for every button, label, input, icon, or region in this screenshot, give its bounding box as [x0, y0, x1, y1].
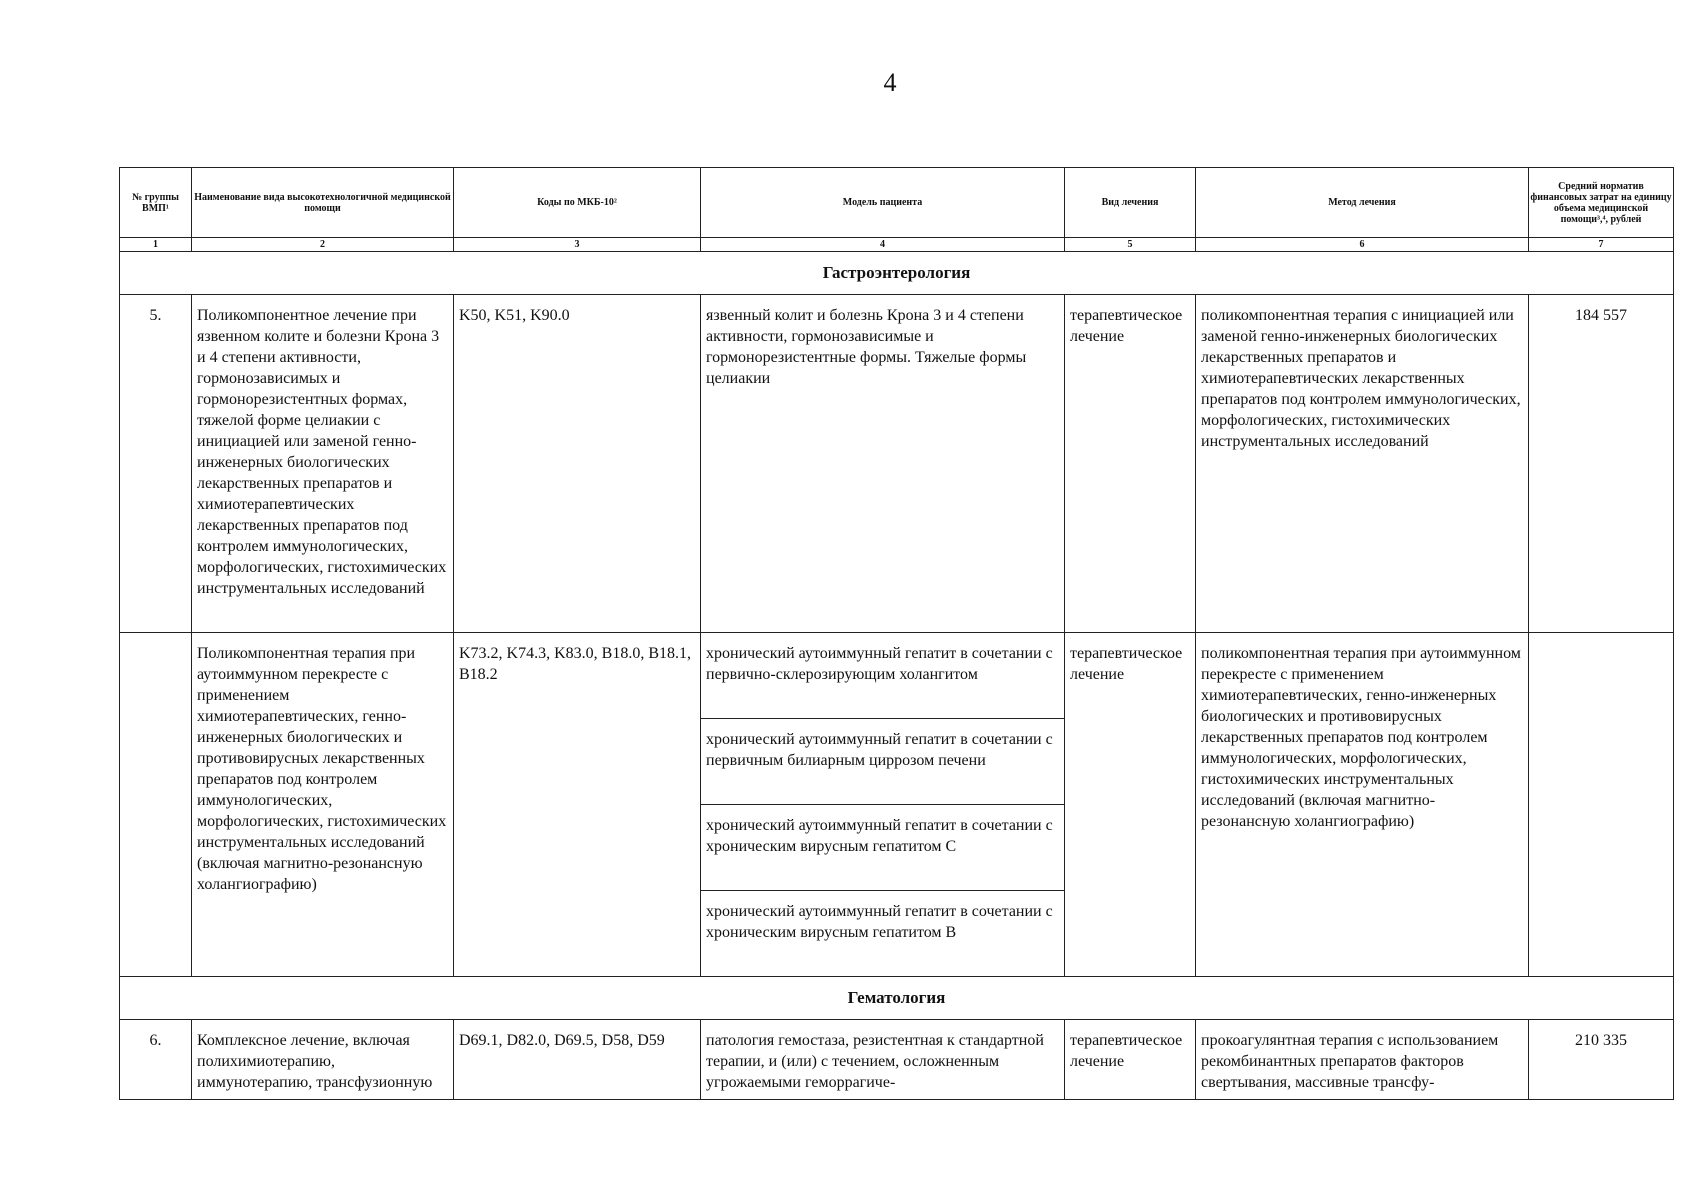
icd-codes: K50, K51, K90.0: [454, 295, 701, 633]
group-number: [120, 633, 192, 977]
patient-model: хронический аутоиммунный гепатит в сочетании с первично-склерозирующим холангитом: [706, 645, 1053, 683]
section-row: [120, 977, 1674, 1020]
patient-model: хронический аутоиммунный гепатит в сочетании с хроническим вирусным гепатитом B: [701, 890, 1064, 976]
column-number: 3: [454, 238, 701, 252]
header-method: Метод лечения: [1196, 168, 1529, 238]
header-row: [120, 168, 1674, 238]
patient-model: язвенный колит и болезнь Крона 3 и 4 степени активности, гормонозависимые и гормонорезистентные формы. Тяжелые формы целиакии: [701, 295, 1065, 633]
column-number: 6: [1196, 238, 1529, 252]
section-title: Гастроэнтерология: [120, 252, 1674, 295]
group-number: 5.: [120, 295, 192, 633]
table-row: [120, 633, 1674, 977]
icd-codes: D69.1, D82.0, D69.5, D58, D59: [454, 1020, 701, 1100]
table-row: [120, 1020, 1674, 1100]
care-type-name: Комплексное лечение, включая полихимиотерапию, иммунотерапию, трансфузионную: [192, 1020, 454, 1100]
icd-codes: K73.2, K74.3, K83.0, B18.0, B18.1, B18.2: [454, 633, 701, 977]
cost-standard: 184 557: [1529, 295, 1674, 633]
patient-model: хронический аутоиммунный гепатит в сочетании с хроническим вирусным гепатитом C: [701, 804, 1064, 890]
patient-model-group: [701, 633, 1065, 977]
vmp-table: [119, 167, 1674, 1100]
group-number: 6.: [120, 1020, 192, 1100]
patient-model: патология гемостаза, резистентная к стандартной терапии, и (или) с течением, осложненным угрожаемыми геморрагиче-: [701, 1020, 1065, 1100]
section-row: [120, 252, 1674, 295]
care-type-name: Поликомпонентная терапия при аутоиммунном перекресте с применением химиотерапевтических, генно-инженерных биологических и противовирусных лекарственных препаратов под контролем иммунологических, морфологических, гистохимических инструментальных исследований (включая магнитно-резонансную холангиографию): [192, 633, 454, 977]
header-treatment: Вид лечения: [1065, 168, 1196, 238]
treatment-method: прокоагулянтная терапия с использованием рекомбинантных препаратов факторов свертывания, массивные трансфу-: [1196, 1020, 1529, 1100]
column-number: 4: [701, 238, 1065, 252]
column-number: 5: [1065, 238, 1196, 252]
treatment-type: терапевтическое лечение: [1065, 1020, 1196, 1100]
treatment-type: терапевтическое лечение: [1065, 633, 1196, 977]
column-number-row: [120, 238, 1674, 252]
header-codes: Коды по МКБ-10²: [454, 168, 701, 238]
table-row: [120, 295, 1674, 633]
column-number: 1: [120, 238, 192, 252]
header-name: Наименование вида высокотехнологичной медицинской помощи: [192, 168, 454, 238]
treatment-method: поликомпонентная терапия при аутоиммунном перекресте с применением химиотерапевтических, генно-инженерных биологических и противовирусных лекарственных препаратов под контролем иммунологических, морфологических, гистохимических инструментальных исследований (включая магнитно-резонансную холангиографию): [1196, 633, 1529, 977]
treatment-type: терапевтическое лечение: [1065, 295, 1196, 633]
page-number: 4: [883, 68, 897, 97]
header-model: Модель пациента: [701, 168, 1065, 238]
column-number: 7: [1529, 238, 1674, 252]
header-cost: Средний норматив финансовых затрат на единицу объема медицинской помощи³,⁴, рублей: [1529, 168, 1674, 238]
patient-model: хронический аутоиммунный гепатит в сочетании с первичным билиарным циррозом печени: [701, 718, 1064, 804]
column-number: 2: [192, 238, 454, 252]
cost-standard: 210 335: [1529, 1020, 1674, 1100]
cost-standard: [1529, 633, 1674, 977]
care-type-name: Поликомпонентное лечение при язвенном колите и болезни Крона 3 и 4 степени активности, гормонозависимых и гормонорезистентных формах, тяжелой форме целиакии с инициацией или заменой генно-инженерных биологических лекарственных препаратов и химиотерапевтических лекарственных препаратов под контролем иммунологических, морфологических, гистохимических инструментальных исследований: [192, 295, 454, 633]
section-title: Гематология: [120, 977, 1674, 1020]
treatment-method: поликомпонентная терапия с инициацией или заменой генно-инженерных биологических лекарственных препаратов и химиотерапевтических лекарственных препаратов под контролем иммунологических, морфологических, гистохимических инструментальных исследований: [1196, 295, 1529, 633]
header-group: № группы ВМП¹: [120, 168, 192, 238]
